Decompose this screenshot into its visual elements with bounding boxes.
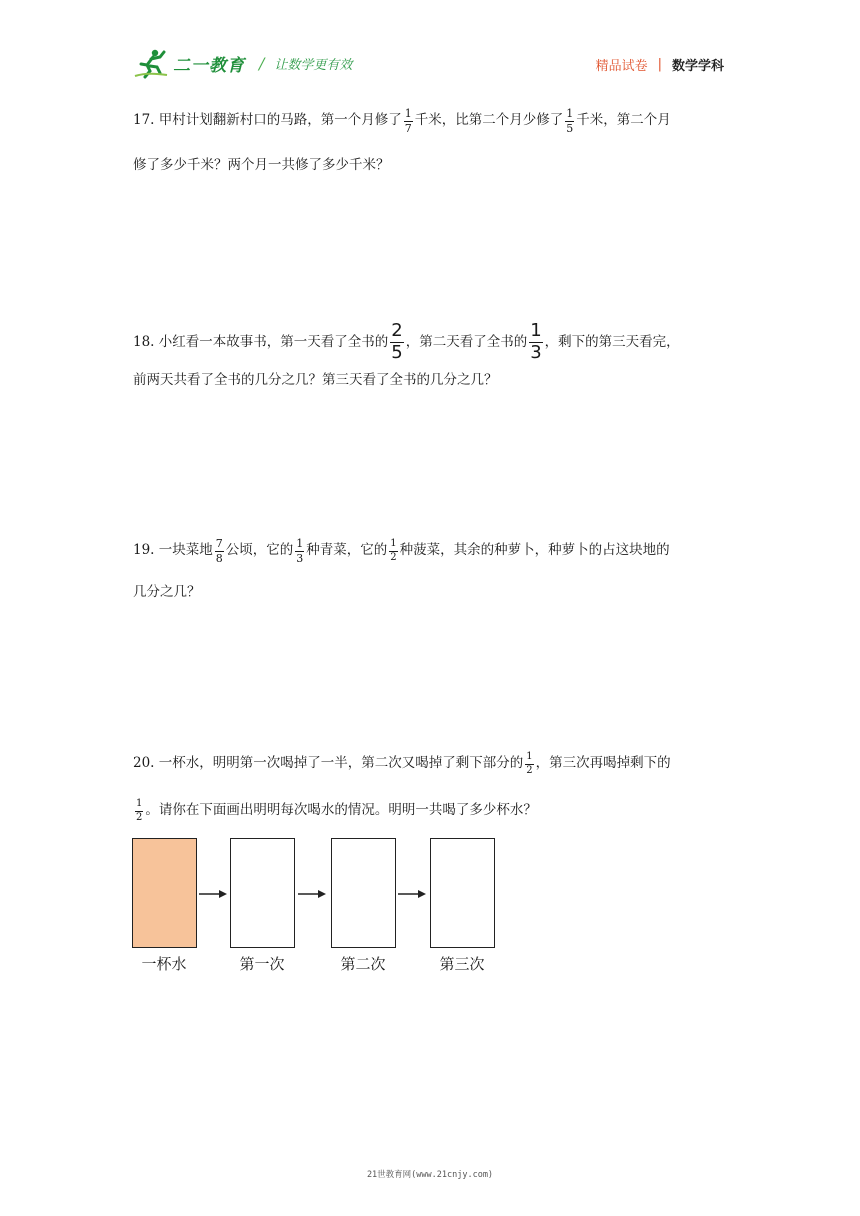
question-text: 。请你在下面画出明明每次喝水的情况。明明一共喝了多少杯水？ <box>145 802 537 819</box>
numerator: 1 <box>296 537 304 550</box>
fraction <box>529 322 542 363</box>
denominator: 5 <box>566 121 574 135</box>
denominator: 2 <box>136 811 143 823</box>
fraction <box>389 539 397 563</box>
numerator: 1 <box>404 107 412 120</box>
brand-slogan: 让数学更有效 <box>274 57 353 73</box>
question-text: 20. 一杯水，明明第一次喝掉了一半，第二次又喝掉了剩下部分的 <box>133 755 524 772</box>
comma: ， <box>405 333 420 350</box>
fraction <box>135 799 143 823</box>
numerator: 7 <box>215 537 223 550</box>
numerator: 1 <box>530 320 542 341</box>
denominator: 3 <box>530 341 542 363</box>
first-drink-box[interactable] <box>230 838 295 948</box>
question-18-line-1 <box>133 322 680 363</box>
brand-name: 二一教育 <box>173 55 245 76</box>
header-separator: | <box>657 57 662 72</box>
question-text: 17. 甲村计划翻新村口的马路，第一个月修了 <box>133 112 402 129</box>
question-text: 第二天看了全书的 <box>419 333 528 350</box>
question-18-line-2: 前两天共看了全书的几分之几？第三天看了全书的几分之几？ <box>133 372 498 388</box>
label-second-time: 第二次 <box>340 955 386 973</box>
fraction <box>525 752 533 776</box>
arrow-right-icon <box>398 890 426 892</box>
water-cup-box <box>132 838 197 948</box>
numerator: 2 <box>391 320 403 341</box>
fraction <box>215 538 224 564</box>
paper-tag: 精品试卷 <box>595 59 648 74</box>
question-20-line-1 <box>133 752 671 776</box>
logo-slash: / <box>259 53 265 73</box>
question-text: 种菠菜，其余的种萝卜，种萝卜的占这块地的 <box>399 542 670 559</box>
denominator: 8 <box>215 551 223 565</box>
label-third-time: 第三次 <box>439 955 485 973</box>
comma: ， <box>544 333 559 350</box>
denominator: 7 <box>404 121 412 135</box>
numerator: 1 <box>390 538 397 550</box>
question-text: 剩下的第三天看完， <box>558 333 680 350</box>
question-text: 千米，比第二个月少修了 <box>414 112 564 129</box>
arrow-right-icon <box>199 890 227 892</box>
brand-logo <box>133 46 352 80</box>
numerator: 1 <box>566 107 574 120</box>
subject-tag: 数学学科 <box>671 59 724 74</box>
denominator: 3 <box>296 551 304 565</box>
label-full-cup: 一杯水 <box>141 955 187 973</box>
question-17-line-2: 修了多少千米？两个月一共修了多少千米？ <box>133 157 390 173</box>
question-19-line-2: 几分之几？ <box>133 584 201 600</box>
denominator: 2 <box>526 764 533 776</box>
third-drink-box[interactable] <box>430 838 495 948</box>
question-text: 18. 小红看一本故事书，第一天看了全书的 <box>133 333 389 350</box>
second-drink-box[interactable] <box>331 838 396 948</box>
label-first-time: 第一次 <box>239 955 285 973</box>
question-text: 公顷，它的 <box>225 542 294 559</box>
question-text: 千米，第二个月 <box>576 112 671 129</box>
denominator: 2 <box>390 551 397 563</box>
question-text: ，第三次再喝掉剩下的 <box>535 755 671 772</box>
fraction <box>565 108 574 134</box>
runner-logo-icon <box>133 47 169 79</box>
page-footer: 21世教育网(www.21cnjy.com) <box>366 1170 494 1180</box>
question-20-line-2 <box>133 799 537 823</box>
question-19-line-1 <box>133 538 670 564</box>
fraction <box>295 538 304 564</box>
fraction <box>404 108 413 134</box>
question-17-line-1 <box>133 108 671 134</box>
question-text: 19. 一块菜地 <box>133 542 213 559</box>
question-text: 种青菜，它的 <box>306 542 388 559</box>
numerator: 1 <box>136 798 143 809</box>
numerator: 1 <box>526 751 533 762</box>
arrow-right-icon <box>298 890 326 892</box>
fraction <box>390 322 403 363</box>
denominator: 5 <box>391 341 403 363</box>
header-tags <box>596 55 724 74</box>
